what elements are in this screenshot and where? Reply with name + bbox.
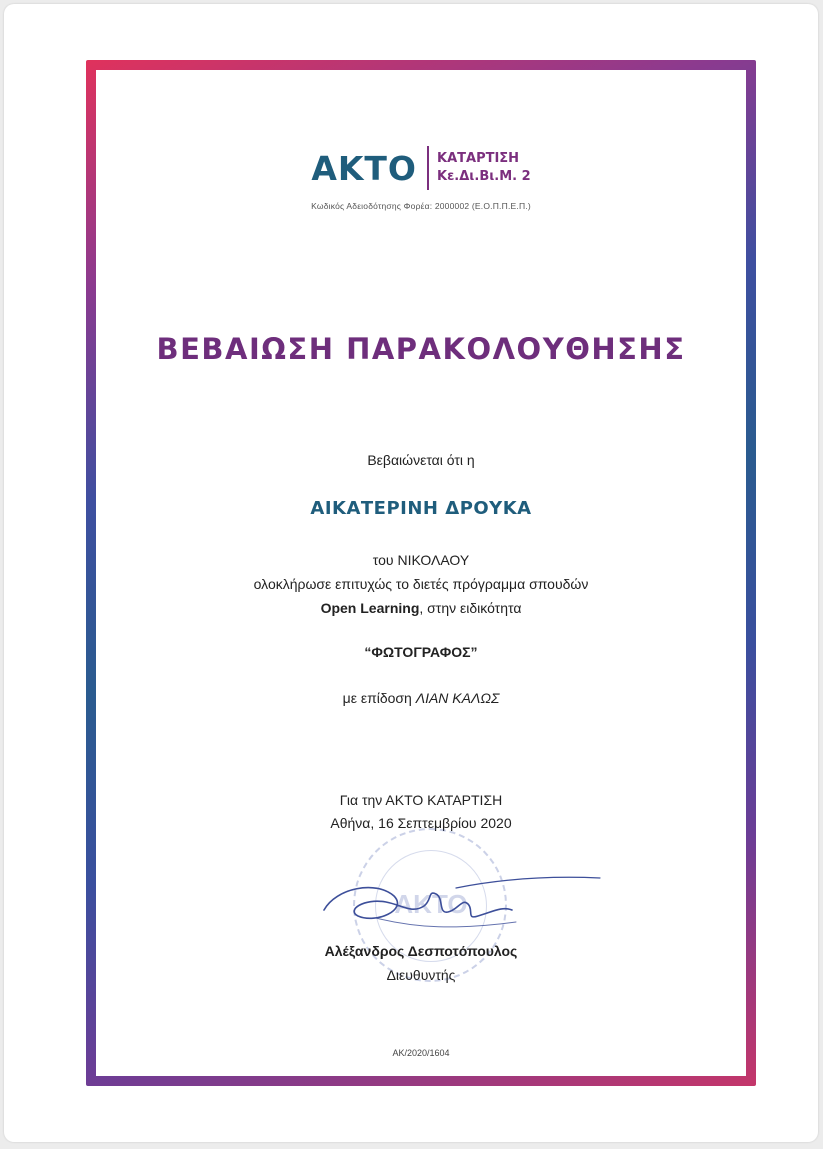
program-suffix: , στην ειδικότητα (419, 600, 522, 616)
specialty: “ΦΩΤΟΓΡΑΦΟΣ” (364, 644, 478, 660)
issuer-line: Για την ΑΚΤΟ ΚΑΤΑΡΤΙΣΗ (339, 792, 503, 808)
certificate-body (96, 70, 746, 1076)
certificate-title: ΒΕΒΑΙΩΣΗ ΠΑΡΑΚΟΛΟΥΘΗΣΗΣ (156, 332, 686, 366)
logo-line-1: ΚΑΤΑΡΤΙΣΗ (437, 151, 520, 166)
license-code: Κωδικός Αδειοδότησης Φορέα: 2000002 (Ε.Ο.Π.Π.Ε.Π.) (311, 201, 531, 211)
recipient-name-row (96, 498, 746, 519)
reference-number: ΑΚ/2020/1604 (392, 1048, 450, 1058)
logo-text (437, 150, 531, 186)
handwritten-signature (316, 858, 606, 938)
signatory-name: Αλέξανδρος Δεσποτόπουλος (324, 943, 518, 959)
seal-text: ΑΚΤΟ (394, 889, 468, 919)
certify-line: Βεβαιώνεται ότι η (367, 452, 475, 468)
program-line (96, 600, 746, 616)
place-date: Αθήνα, 16 Σεπτεμβρίου 2020 (330, 815, 512, 831)
logo-name: ΑΚΤΟ (311, 148, 417, 188)
grade-prefix: με επίδοση (342, 690, 416, 706)
recipient-name: ΑΙΚΑΤΕΡΙΝΗ ΔΡΟΥΚΑ (310, 498, 532, 519)
grade-value: ΛΙΑΝ ΚΑΛΩΣ (415, 690, 500, 706)
father-line: του ΝΙΚΟΛΑΟΥ (372, 552, 470, 568)
logo-divider (427, 146, 429, 190)
completed-line: ολοκλήρωσε επιτυχώς το διετές πρόγραμμα σπουδών (253, 576, 589, 592)
signatory-role: Διευθυντής (386, 967, 456, 983)
grade-line (96, 690, 746, 706)
certificate-page (4, 4, 818, 1142)
program-name: Open Learning (320, 600, 420, 616)
certificate-border (86, 60, 756, 1086)
akto-logo (311, 146, 530, 190)
logo-line-2: Κε.Δι.Βι.Μ. 2 (437, 169, 531, 184)
logo-area (96, 146, 746, 190)
